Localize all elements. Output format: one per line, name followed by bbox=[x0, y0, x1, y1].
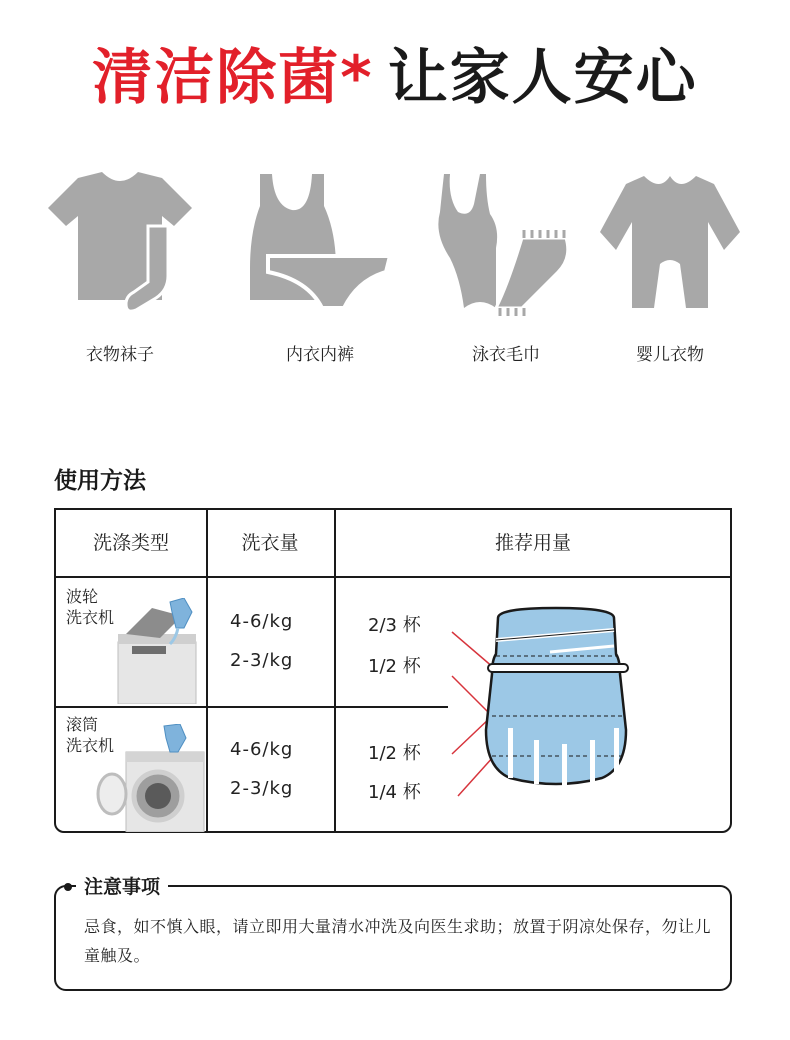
header-dosage: 推荐用量 bbox=[494, 532, 571, 554]
type-line: 洗衣机 bbox=[66, 608, 115, 627]
category-label: 泳衣毛巾 bbox=[472, 345, 540, 365]
tshirt-sock-icon bbox=[40, 168, 200, 318]
header-load: 洗衣量 bbox=[241, 532, 299, 554]
dose-value: 1/2 杯 bbox=[368, 656, 421, 677]
measuring-cup-diagram bbox=[446, 600, 686, 800]
usage-table bbox=[54, 508, 732, 833]
baby-clothes-icon bbox=[590, 168, 750, 318]
type-top-loader-label bbox=[66, 586, 114, 628]
load-value: 2-3/kg bbox=[230, 778, 294, 799]
swimsuit-towel-icon bbox=[426, 168, 586, 318]
headline-red-text: 清洁除菌* bbox=[92, 43, 374, 113]
dose-value: 2/3 杯 bbox=[368, 615, 421, 636]
type-line: 波轮 bbox=[66, 587, 99, 606]
category-label: 衣物袜子 bbox=[86, 345, 154, 365]
bullet-dot-icon bbox=[64, 883, 72, 891]
dose-value: 1/4 杯 bbox=[368, 782, 421, 803]
load-value: 4-6/kg bbox=[230, 739, 294, 760]
top-loader-washer-icon bbox=[112, 598, 202, 704]
headline-black-text: 让家人安心 bbox=[387, 43, 698, 113]
type-line: 滚筒 bbox=[66, 715, 99, 734]
table-divider bbox=[56, 706, 448, 708]
notice-title: 注意事项 bbox=[76, 872, 168, 899]
notice-text: 忌食，如不慎入眼，请立即用大量清水冲洗及向医生求助；放置于阴凉处保存，勿让儿童触及。 bbox=[84, 917, 712, 965]
category-label: 婴儿衣物 bbox=[636, 345, 704, 365]
category-baby-clothes bbox=[590, 168, 750, 365]
load-value: 2-3/kg bbox=[230, 650, 294, 671]
usage-section-title: 使用方法 bbox=[54, 468, 146, 494]
underwear-icon bbox=[240, 168, 400, 318]
header-wash-type: 洗涤类型 bbox=[92, 532, 169, 554]
type-line: 洗衣机 bbox=[66, 736, 115, 755]
load-value: 4-6/kg bbox=[230, 611, 294, 632]
category-underwear bbox=[240, 168, 400, 365]
category-label: 内衣内裤 bbox=[286, 345, 354, 365]
category-clothes-socks bbox=[40, 168, 200, 365]
category-swimsuit-towel bbox=[426, 168, 586, 365]
page-headline bbox=[0, 38, 790, 118]
dose-value: 1/2 杯 bbox=[368, 743, 421, 764]
front-loader-washer-icon bbox=[88, 724, 206, 832]
table-divider bbox=[56, 576, 732, 578]
